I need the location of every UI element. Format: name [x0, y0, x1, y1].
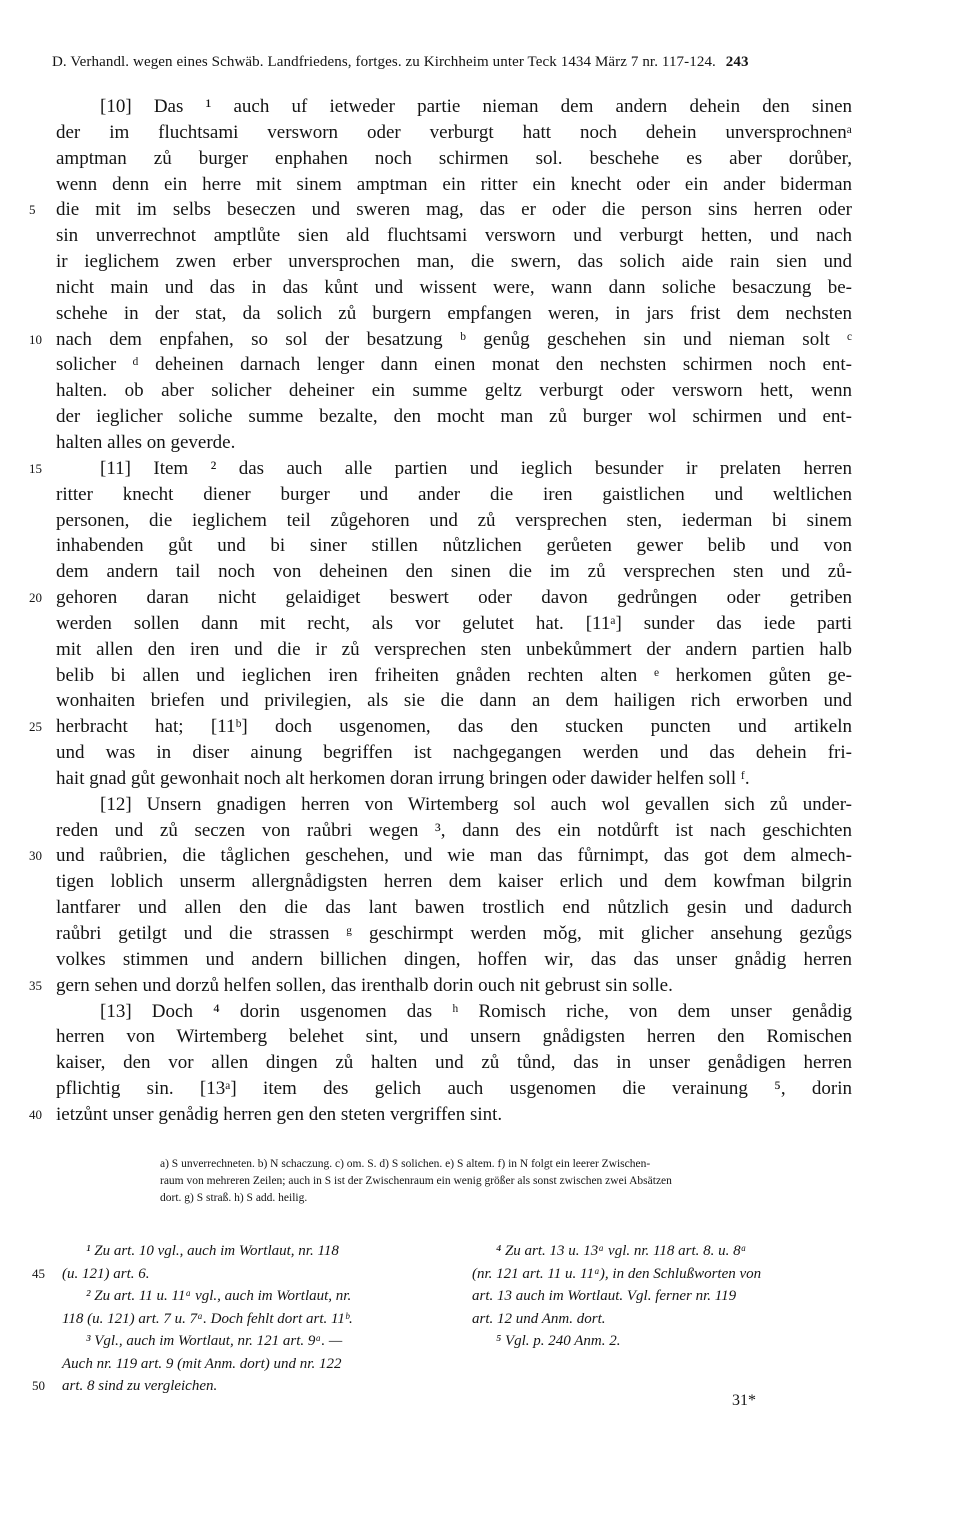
- textual-apparatus: [160, 1156, 870, 1207]
- text-line: [29, 843, 852, 869]
- text-line: [56, 378, 852, 404]
- text-line: [56, 818, 852, 844]
- text-line-content: tigen loblich unserm allergnådigsten herren dem kaiser erlich und dem kowfman bilgrin: [56, 871, 852, 893]
- footnotes-left-column: [32, 1240, 452, 1398]
- text-line: [29, 714, 852, 740]
- footnote-line: [62, 1308, 452, 1331]
- footnote-line: [32, 1263, 452, 1286]
- footnote-line-content: ¹ Zu art. 10 vgl., auch im Wortlaut, nr. 118: [86, 1243, 339, 1259]
- line-number: 35: [29, 977, 42, 993]
- line-number: 45: [32, 1265, 45, 1281]
- text-line-content: amptman zů burger enphahen noch schirmen sol. beschehe es aber dorůber,: [56, 147, 852, 169]
- text-line-content: raůbri getilgt und die strassen ᵍ geschirmpt werden mǒg, mit glicher ansehung gezůgs: [56, 923, 852, 944]
- line-number: 40: [29, 1106, 42, 1122]
- footnote-line: [62, 1285, 452, 1308]
- text-line: [56, 352, 852, 378]
- footnote-line-content: ⁴ Zu art. 13 u. 13ᵃ vgl. nr. 118 art. 8. u. 8ᵃ: [496, 1243, 747, 1259]
- text-line-content: wenn denn ein herre mit sinem amptman ein ritter ein knecht oder ein ander biderman: [56, 173, 852, 195]
- text-line-content: volkes stimmen und andern billichen dingen, hoffen wir, das das unser gnådig herren: [56, 948, 852, 970]
- text-line: [56, 663, 852, 689]
- footnote-line: [62, 1240, 452, 1263]
- text-line-content: und raůbrien, die tåglichen geschehen, und wie man das fůrnimpt, das got dem almech-: [56, 845, 852, 867]
- footnote-line: [32, 1375, 452, 1398]
- text-line: [56, 533, 852, 559]
- text-line-content: nach dem enpfahen, so sol der besatzung ᵇ genůg geschehen sin und nieman solt ᶜ: [56, 328, 852, 350]
- text-line-content: nicht main und das in das kůnt und wissent were, wann dann soliche besaczung be-: [56, 276, 852, 298]
- text-line-content: herren von Wirtemberg belehet sint, und unsern gnådigsten herren den Romischen: [56, 1026, 852, 1048]
- text-line-content: [12] Unsern gnadigen herren von Wirtemberg sol auch wol gevallen sich zů under-: [100, 793, 852, 815]
- text-line: [56, 611, 852, 637]
- footnote-line: [472, 1263, 862, 1286]
- text-line-content: belib bi allen und ieglichen iren friheiten gnåden rechten alten ᵉ herkomen gůten ge-: [56, 664, 852, 686]
- text-line: [29, 197, 852, 223]
- text-line: [56, 146, 852, 172]
- text-line-content: [10] Das ¹ auch uf ietweder partie nieman dem andern dehein den sinen: [100, 96, 852, 117]
- footnote-line: [62, 1330, 452, 1353]
- text-line: [56, 637, 852, 663]
- footnote-line-content: 118 (u. 121) art. 7 u. 7ᵃ. Doch fehlt dort art. 11ᵇ.: [62, 1310, 353, 1327]
- footnote-line: [472, 1330, 862, 1353]
- footnote-line: [472, 1285, 862, 1308]
- footnote-line-content: ³ Vgl., auch im Wortlaut, nr. 121 art. 9ᵃ. —: [86, 1333, 343, 1349]
- line-number: 5: [29, 202, 36, 218]
- textual-note-line: a) S unverrechneten. b) N schaczung. c) om. S. d) S solichen. e) S altem. f) in N folgt ein leerer Zwischen-: [160, 1158, 651, 1170]
- text-line: [56, 1024, 852, 1050]
- text-line: [56, 404, 852, 430]
- text-line: [56, 1076, 852, 1102]
- running-header: [52, 54, 862, 71]
- text-line-content: mit allen den iren und die ir zů versprechen sten unbekůmmert der andern partien halb: [56, 638, 852, 660]
- text-line-content: hait gnad gůt gewonhait noch alt herkomen doran irrung bringen oder dawider helfen soll ᶠ.: [56, 767, 750, 789]
- text-line: [56, 482, 852, 508]
- text-line: [56, 301, 852, 327]
- text-line: [56, 921, 852, 947]
- header-title: D. Verhandl. wegen eines Schwäb. Landfriedens, fortges. zu Kirchheim unter Teck 1434 März 7 nr. 117-124.: [52, 54, 716, 70]
- line-number: 25: [29, 719, 42, 735]
- text-line-content: gehoren daran nicht gelaidiget beswert oder davon gedrůngen oder getriben: [56, 587, 852, 609]
- line-number: 30: [29, 848, 42, 864]
- text-line-content: wonhaiten briefen und privilegien, als sie die dann an dem hailigen rich erworben und: [56, 690, 852, 712]
- text-line: [56, 740, 852, 766]
- text-line-content: herbracht hat; [11ᵇ] doch usgenomen, das den stucken puncten und artikeln: [56, 716, 852, 738]
- main-text: [29, 94, 852, 1128]
- text-line: [56, 430, 852, 456]
- footnote-line-content: (u. 121) art. 6.: [62, 1265, 150, 1282]
- footnote-line: [62, 1353, 452, 1376]
- text-line-content: personen, die ieglichem teil zůgehoren und zů versprechen sten, iederman bi sinem: [56, 509, 852, 531]
- line-number: 15: [29, 460, 42, 476]
- footnotes-right-column: [472, 1240, 862, 1353]
- text-line: [56, 999, 852, 1025]
- text-line: [56, 688, 852, 714]
- text-line: [56, 947, 852, 973]
- text-line: [56, 792, 852, 818]
- text-line: [56, 120, 852, 146]
- footnote-line-content: (nr. 121 art. 11 u. 11ᵃ), in den Schlußworten von: [472, 1265, 762, 1282]
- text-line-content: lantfarer und allen den die das lant bawen trostlich end nůtzlich gesin und dadurch: [56, 897, 852, 919]
- line-number: 20: [29, 590, 42, 606]
- text-line-content: solicher ᵈ deheinen darnach lenger dann einen monat den nechsten schirmen noch ent-: [56, 354, 852, 376]
- text-line-content: ietzůnt unser genådig herren gen den steten vergriffen sint.: [56, 1103, 503, 1125]
- page-number: 243: [725, 54, 749, 70]
- footnote-line-content: ² Zu art. 11 u. 11ᵃ vgl., auch im Wortlaut, nr.: [86, 1288, 352, 1304]
- text-line: [56, 559, 852, 585]
- text-line-content: pflichtig sin. [13ᵃ] item des gelich auch usgenomen die verainung ⁵, dorin: [56, 1078, 852, 1100]
- footnote-line-content: ⁵ Vgl. p. 240 Anm. 2.: [496, 1333, 621, 1349]
- line-number: 10: [29, 331, 42, 347]
- text-line: [56, 94, 852, 120]
- text-line-content: kaiser, den vor allen dingen zů halten und zů tůnd, das in unser genådigen herren: [56, 1052, 852, 1074]
- footnote-line: [472, 1308, 862, 1331]
- text-line-content: [13] Doch ⁴ dorin usgenomen das ʰ Romisch riche, von dem unser genådig: [100, 1000, 852, 1022]
- text-line: [56, 172, 852, 198]
- footnote-line-content: art. 12 und Anm. dort.: [472, 1310, 606, 1327]
- text-line-content: dem andern tail noch von deheinen den sinen die im zů versprechen sten und zů-: [56, 561, 852, 583]
- text-line-content: schehe in der stat, da solich zů burgern empfangen weren, in jars frist dem nechsten: [56, 302, 852, 324]
- signature-mark: 31*: [732, 1392, 756, 1409]
- text-line: [56, 869, 852, 895]
- text-line-content: [11] Item ² das auch alle partien und ieglich besunder ir prelaten herren: [100, 457, 852, 479]
- text-line-content: werden sollen dann mit recht, als vor gelutet hat. [11ᵃ] sunder das iede parti: [56, 612, 852, 634]
- text-line-content: der ieglicher soliche summe bezalte, den mocht man zů burger wol schirmen und ent-: [56, 406, 852, 428]
- text-line: [56, 508, 852, 534]
- footnote-line-content: art. 13 auch im Wortlaut. Vgl. ferner nr. 119: [472, 1288, 737, 1304]
- textual-note-line: raum von mehreren Zeilen; auch in S ist der Zwischenraum ein wenig größer als sonst zwischen zwei Absätzen: [160, 1175, 672, 1187]
- text-line: [56, 275, 852, 301]
- text-line-content: halten alles on geverde.: [56, 431, 236, 453]
- text-line: [29, 456, 852, 482]
- text-line-content: der im fluchtsami versworn oder verburgt hatt noch dehein unversprochnenᵃ: [56, 121, 852, 143]
- text-line-content: die mit im selbs beseczen und sweren mag, das er oder die person sins herren oder: [56, 199, 852, 221]
- text-line: [29, 327, 852, 353]
- text-line-content: ir ieglichem zwen erber unversprochen man, die swern, das solich aide rain sien und: [56, 251, 852, 273]
- text-line-content: reden und zů seczen von raůbri wegen ³, dann des ein notdůrft ist nach geschichten: [56, 819, 852, 841]
- text-line: [29, 585, 852, 611]
- footnote-line-content: art. 8 sind zu vergleichen.: [62, 1378, 218, 1394]
- footnote-line-content: Auch nr. 119 art. 9 (mit Anm. dort) und nr. 122: [62, 1355, 342, 1372]
- text-line-content: sin unverrechnot amptlůte sien ald fluchtsami versworn und verburgt hetten, und nach: [56, 225, 852, 247]
- line-number: 50: [32, 1378, 45, 1393]
- text-line: [56, 223, 852, 249]
- footnote-line: [472, 1240, 862, 1263]
- text-line: [29, 973, 852, 999]
- text-line: [56, 766, 852, 792]
- text-line-content: gern sehen und dorzů helfen sollen, das irenthalb dorin ouch nit gebrust sin solle.: [56, 974, 673, 996]
- textual-note-line: dort. g) S straß. h) S add. heilig.: [160, 1192, 308, 1204]
- text-line: [56, 1050, 852, 1076]
- text-line: [56, 895, 852, 921]
- text-line: [29, 1102, 852, 1128]
- text-line-content: und was in diser ainung begriffen ist nachgegangen werden und das dehein fri-: [56, 742, 852, 764]
- text-line-content: ritter knecht diener burger und ander die iren gaistlichen und weltlichen: [56, 483, 852, 505]
- text-line-content: inhabenden gůt und bi siner stillen nůtzlichen gerůeten gewer belib und von: [56, 535, 852, 557]
- text-line-content: halten. ob aber solicher deheiner ein summe geltz verburgt oder versworn hett, wenn: [56, 380, 852, 402]
- text-line: [56, 249, 852, 275]
